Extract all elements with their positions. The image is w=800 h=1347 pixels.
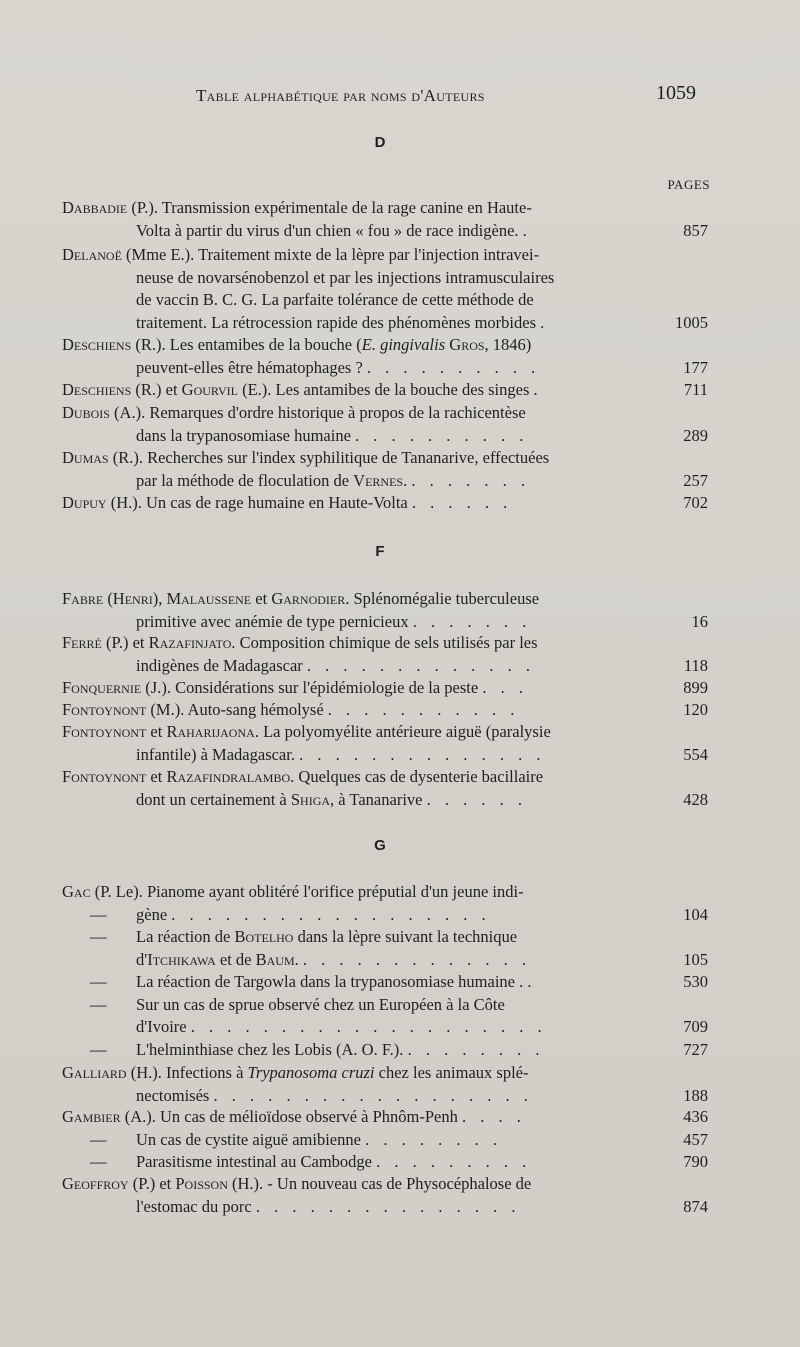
page-ref: 457 xyxy=(683,1129,708,1149)
index-entry-fontoynont-2: Fontoynont et Raharijaona. La polyomyélite antérieure aiguë (paralysie infantile) à Madagascar. . . . . . . . . . . . . . . 554 xyxy=(62,721,708,766)
index-entry-fontoynont-1: Fontoynont (M.). Auto-sang hémolysé . . . . . . . . . . . 120 xyxy=(62,699,708,722)
pages-column-label: PAGES xyxy=(667,177,710,192)
page-ref: 711 xyxy=(683,380,708,399)
page-ref: 104 xyxy=(683,904,708,924)
index-entry-delanoe: Delanoë (Mme E.). Traitement mixte de la lèpre par l'injection intravei- neuse de novarsénobenzol et par les injections intramusculaires de vaccin B. C. G. La parfaite tolérance de cette méthode de traitement. La rétrocession rapide des phénomènes morbides . 1005 xyxy=(62,244,708,334)
page-ref: 874 xyxy=(683,1196,708,1216)
index-entry-dabbadie: Dabbadie (P.). Transmission expérimentale de la rage canine en Haute- Volta à partir du virus d'un chien « fou » de race indigène. . 857 xyxy=(62,197,708,242)
index-entry-dubois: Dubois (A.). Remarques d'ordre historique à propos de la rachicentèse dans la trypanosomiase humaine . . . . . . . . . . 289 xyxy=(62,402,708,447)
author-name: Dubois xyxy=(62,403,110,422)
author-name: Delanoë xyxy=(62,245,122,264)
author-name: Fabre xyxy=(62,589,104,608)
page-ref: 554 xyxy=(683,744,708,764)
section-letter-g: G xyxy=(374,837,386,854)
author-name: Fontoynont xyxy=(62,722,147,741)
page-ref: 436 xyxy=(683,1107,708,1126)
index-entry-dupuy: Dupuy (H.). Un cas de rage humaine en Haute-Volta . . . . . . 702 xyxy=(62,492,708,515)
page-ref: 727 xyxy=(683,1039,708,1059)
section-letter-d: D xyxy=(374,134,386,151)
author-name: Ferré xyxy=(62,633,102,652)
page-ref: 702 xyxy=(683,493,708,512)
author-name: Dumas xyxy=(62,448,109,467)
page-ref: 428 xyxy=(683,789,708,809)
page-ref: 188 xyxy=(683,1085,708,1105)
author-name: Dupuy xyxy=(62,493,107,512)
index-entry-gac: Gac (P. Le). Pianome ayant oblitéré l'orifice préputial d'un jeune indi- — gène . . . . . . . . . . . . . . . . . . 104 — La réaction de Botelho dans la lèpre suivant la technique d'Itchikawa et de Baum. . . . . . . . . . . . . . 105 — La réaction de Targowla dans la trypanosomiase humaine . . 530 — Sur un cas de sprue observé chez un Européen à la Côte d'Ivoire . . . . . . . . . . . . . . . . . . . . 709 — L'helminthiase chez les Lobis (A. O. F.). . . . . . . . . 727 xyxy=(62,881,708,1061)
page-ref: 857 xyxy=(683,220,708,240)
page-ref: 1005 xyxy=(675,312,708,332)
page-ref: 530 xyxy=(683,972,708,991)
author-name: Fontoynont xyxy=(62,700,147,719)
index-entry-gambier: Gambier (A.). Un cas de mélioïdose observé à Phnôm-Penh . . . . 436 — Un cas de cystite aiguë amibienne . . . . . . . . 457 — Parasitisme intestinal au Cambodge . . . . . . . . . 790 xyxy=(62,1106,708,1174)
page-ref: 177 xyxy=(683,357,708,377)
section-letter-f: F xyxy=(375,543,385,560)
page-ref: 257 xyxy=(683,470,708,490)
author-name: Fonquernie xyxy=(62,678,142,697)
page-ref: 16 xyxy=(691,611,708,631)
page-ref: 790 xyxy=(683,1152,708,1171)
author-name: Fontoynont xyxy=(62,767,147,786)
author-name: Geoffroy xyxy=(62,1174,129,1193)
page-number: 1059 xyxy=(656,82,696,104)
page-ref: 118 xyxy=(683,655,708,675)
page-ref: 899 xyxy=(683,678,708,697)
author-name: Dabbadie xyxy=(62,198,128,217)
index-entry-deschiens-1: Deschiens (R.). Les entamibes de la bouche (E. gingivalis Gros, 1846) peuvent-elles être hématophages ? . . . . . . . . . . 177 xyxy=(62,334,708,379)
page-ref: 709 xyxy=(683,1017,708,1036)
author-name: Gambier xyxy=(62,1107,121,1126)
index-entry-geoffroy: Geoffroy (P.) et Poisson (H.). - Un nouveau cas de Physocéphalose de l'estomac du porc . . . . . . . . . . . . . . . 874 xyxy=(62,1173,708,1218)
index-entry-fabre: Fabre (Henri), Malaussene et Garnodier. Splénomégalie tuberculeuse primitive avec anémie de type pernicieux . . . . . . . 16 xyxy=(62,588,708,633)
page-ref: 105 xyxy=(683,949,708,969)
index-entry-dumas: Dumas (R.). Recherches sur l'index syphilitique de Tananarive, effectuées par la méthode de floculation de Vernes. . . . . . . . 257 xyxy=(62,447,708,492)
author-name: Gac xyxy=(62,882,91,901)
author-name: Deschiens xyxy=(62,335,132,354)
running-head-title: Table alphabétique par noms d'Auteurs xyxy=(196,86,485,105)
index-entry-galliard: Galliard (H.). Infections à Trypanosoma cruzi chez les animaux splé- nectomisés . . . . . . . . . . . . . . . . . . 188 xyxy=(62,1062,708,1107)
page-ref: 289 xyxy=(683,425,708,445)
author-name: Deschiens xyxy=(62,380,132,399)
index-entry-fontoynont-3: Fontoynont et Razafindralambo. Quelques cas de dysenterie bacillaire dont un certainement à Shiga, à Tananarive . . . . . . 428 xyxy=(62,766,708,811)
running-head xyxy=(0,82,800,116)
index-entry-fonquernie: Fonquernie (J.). Considérations sur l'épidémiologie de la peste . . . 899 xyxy=(62,677,708,700)
author-name: Galliard xyxy=(62,1063,127,1082)
page-ref: 120 xyxy=(683,700,708,719)
index-entry-ferre: Ferré (P.) et Razafinjato. Composition chimique de sels utilisés par les indigènes de Madagascar . . . . . . . . . . . . . 118 xyxy=(62,632,708,677)
index-entry-deschiens-2: Deschiens (R.) et Gourvil (E.). Les antamibes de la bouche des singes . 711 xyxy=(62,379,708,402)
